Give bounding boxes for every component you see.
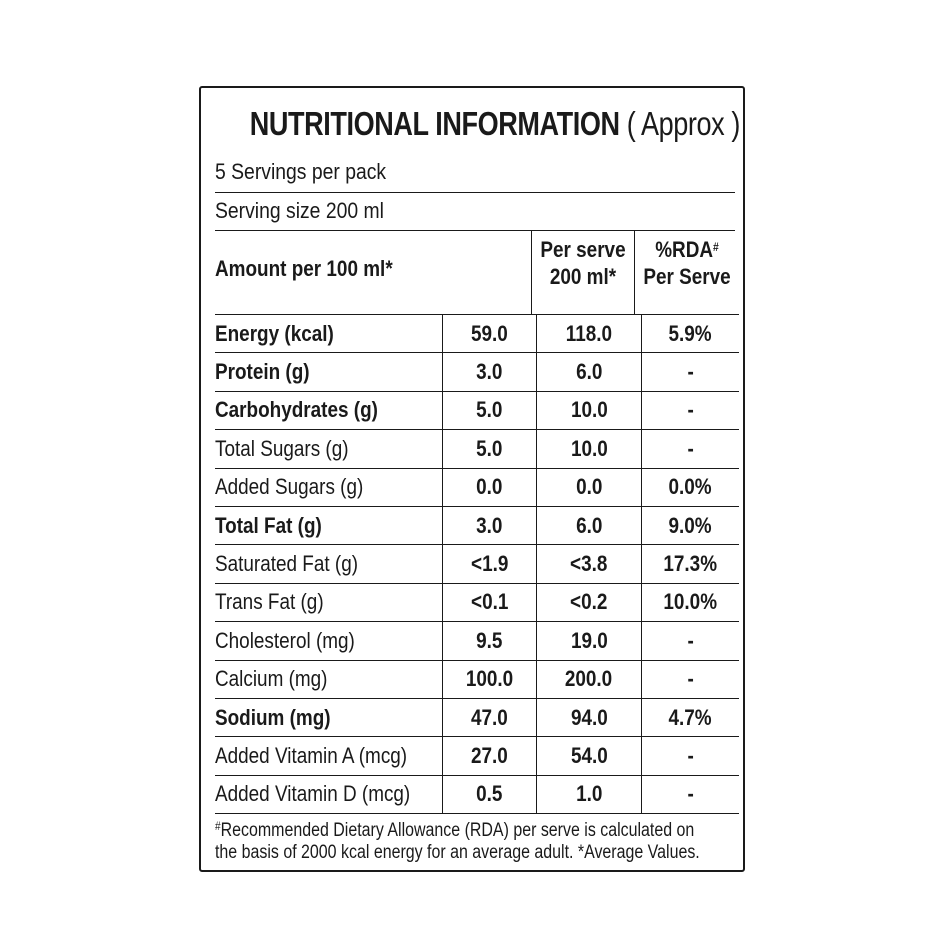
value-per-serve: <0.2 (570, 589, 608, 615)
value-per-100ml: 0.5 (476, 781, 503, 807)
nutrient-name: Carbohydrates (g) (215, 397, 378, 423)
nutrient-name: Added Sugars (g) (215, 474, 364, 500)
value-rda: 0.0% (668, 474, 713, 500)
header-per-serve-line1: Per serve (540, 237, 626, 262)
footnote-mark: # (215, 819, 221, 833)
nutrient-name-cell (215, 660, 443, 698)
value-per-serve-cell (537, 698, 642, 736)
value-per-serve-cell (537, 622, 642, 660)
value-per-serve-cell (537, 545, 642, 583)
value-per-100ml: 100.0 (465, 666, 514, 692)
value-rda-cell (642, 583, 739, 621)
value-per-serve-cell (537, 583, 642, 621)
value-rda-cell (642, 775, 739, 813)
value-per-100ml: 47.0 (471, 704, 508, 730)
value-rda: 9.0% (668, 512, 713, 538)
value-per-100ml-cell (443, 775, 537, 813)
value-rda-cell (642, 315, 739, 353)
value-per-100ml-cell (443, 698, 537, 736)
value-per-100ml-cell (443, 660, 537, 698)
value-per-serve-cell (537, 391, 642, 429)
value-rda-cell (642, 698, 739, 736)
header-per-serve (538, 236, 627, 290)
nutrient-name: Added Vitamin A (mcg) (215, 742, 408, 768)
nutrient-row (215, 545, 739, 583)
divider (215, 230, 735, 231)
header-divider (531, 230, 532, 314)
nutrient-name: Saturated Fat (g) (215, 551, 359, 577)
value-per-100ml: 5.0 (476, 435, 503, 461)
nutrient-name-cell (215, 737, 443, 775)
nutrient-row (215, 353, 739, 391)
header-rda-mark: # (713, 240, 719, 254)
value-per-100ml-cell (443, 430, 537, 468)
value-per-100ml: 9.5 (476, 627, 503, 653)
value-rda: - (687, 742, 694, 768)
value-per-serve: <3.8 (570, 551, 608, 577)
value-rda-cell (642, 430, 739, 468)
value-rda: 5.9% (668, 320, 713, 346)
title-main: NUTRITIONAL INFORMATION (249, 105, 620, 142)
nutrient-table (215, 314, 739, 814)
value-per-100ml-cell (443, 545, 537, 583)
value-rda: - (687, 666, 694, 692)
value-rda: - (687, 397, 694, 423)
nutrient-name: Added Vitamin D (mcg) (215, 781, 411, 807)
nutrient-row (215, 660, 739, 698)
value-per-serve: 1.0 (575, 781, 603, 807)
nutrient-name: Calcium (mg) (215, 666, 328, 692)
nutrient-row (215, 391, 739, 429)
value-rda: 10.0% (663, 589, 718, 615)
value-rda-cell (642, 391, 739, 429)
value-per-100ml-cell (443, 391, 537, 429)
value-per-100ml: 3.0 (476, 512, 503, 538)
value-rda-cell (642, 506, 739, 544)
nutrient-row (215, 506, 739, 544)
nutrient-name-cell (215, 622, 443, 660)
value-per-serve: 6.0 (575, 359, 603, 385)
nutrient-row (215, 468, 739, 506)
value-rda-cell (642, 468, 739, 506)
value-per-100ml: 0.0 (476, 474, 503, 500)
value-per-100ml: <0.1 (470, 589, 509, 615)
nutrient-name: Total Fat (g) (215, 512, 322, 538)
value-per-100ml: 59.0 (471, 320, 508, 346)
value-rda-cell (642, 353, 739, 391)
nutrient-name: Trans Fat (g) (215, 589, 324, 615)
nutrient-name-cell (215, 775, 443, 813)
servings-per-pack: 5 Servings per pack (215, 159, 387, 184)
value-rda: - (687, 781, 694, 807)
header-divider (634, 230, 635, 314)
nutrient-row (215, 698, 739, 736)
value-per-100ml-cell (443, 353, 537, 391)
value-rda: - (687, 627, 694, 653)
value-per-serve: 0.0 (575, 474, 603, 500)
value-per-serve: 200.0 (565, 666, 613, 692)
value-per-100ml-cell (443, 468, 537, 506)
value-per-serve-cell (537, 353, 642, 391)
value-per-100ml-cell (443, 622, 537, 660)
value-per-100ml: 3.0 (476, 359, 503, 385)
footnote-line2: the basis of 2000 kcal energy for an average adult. *Average Values. (215, 842, 700, 863)
value-per-serve: 10.0 (570, 397, 608, 423)
value-per-100ml-cell (443, 737, 537, 775)
header-amount-label: Amount per 100 ml* (215, 256, 393, 281)
serving-size: Serving size 200 ml (215, 198, 384, 223)
value-per-serve: 6.0 (575, 512, 603, 538)
value-per-serve: 94.0 (570, 704, 608, 730)
value-rda: 17.3% (663, 551, 718, 577)
nutrient-row (215, 775, 739, 813)
value-rda: - (687, 359, 694, 385)
header-rda-line2: Per Serve (643, 264, 731, 289)
nutrient-name-cell (215, 583, 443, 621)
header-per-serve-line2: 200 ml* (549, 264, 617, 289)
footnote-line1: Recommended Dietary Allowance (RDA) per serve is calculated on (220, 820, 695, 841)
nutrient-name-cell (215, 545, 443, 583)
nutrient-row (215, 315, 739, 353)
header-rda-line1: %RDA (655, 237, 714, 262)
value-per-100ml-cell (443, 315, 537, 353)
value-per-100ml: <1.9 (470, 551, 509, 577)
value-per-serve-cell (537, 468, 642, 506)
nutrient-name: Sodium (mg) (215, 704, 331, 730)
value-rda-cell (642, 622, 739, 660)
nutrient-row (215, 583, 739, 621)
footnote (215, 820, 736, 864)
nutrient-row (215, 737, 739, 775)
divider (215, 192, 735, 193)
value-rda-cell (642, 737, 739, 775)
value-per-serve: 54.0 (570, 742, 608, 768)
nutrient-name-cell (215, 430, 443, 468)
value-per-serve-cell (537, 315, 642, 353)
value-per-serve-cell (537, 775, 642, 813)
value-per-serve-cell (537, 660, 642, 698)
value-per-serve-cell (537, 506, 642, 544)
nutrient-row (215, 430, 739, 468)
value-per-100ml-cell (443, 506, 537, 544)
nutrition-label-panel (199, 86, 745, 872)
value-rda-cell (642, 660, 739, 698)
nutrient-name: Cholesterol (mg) (215, 627, 355, 653)
nutrient-name-cell (215, 506, 443, 544)
value-per-100ml-cell (443, 583, 537, 621)
nutrient-row (215, 622, 739, 660)
value-per-100ml: 5.0 (476, 397, 503, 423)
value-per-serve-cell (537, 430, 642, 468)
value-rda: 4.7% (668, 704, 713, 730)
value-per-serve: 10.0 (570, 435, 608, 461)
value-rda: - (687, 435, 694, 461)
nutrient-name-cell (215, 315, 443, 353)
nutrient-name: Total Sugars (g) (215, 435, 349, 461)
title-approx: ( Approx ) (626, 105, 740, 142)
value-per-serve: 19.0 (570, 627, 608, 653)
nutrient-name-cell (215, 468, 443, 506)
value-rda-cell (642, 545, 739, 583)
header-rda (642, 236, 731, 290)
nutrient-name-cell (215, 353, 443, 391)
nutrient-name-cell (215, 698, 443, 736)
value-per-serve-cell (537, 737, 642, 775)
nutrient-name-cell (215, 391, 443, 429)
nutrient-name: Energy (kcal) (215, 320, 334, 346)
nutrient-name: Protein (g) (215, 359, 310, 385)
value-per-100ml: 27.0 (471, 742, 508, 768)
value-per-serve: 118.0 (565, 320, 613, 346)
label-title (249, 104, 740, 144)
